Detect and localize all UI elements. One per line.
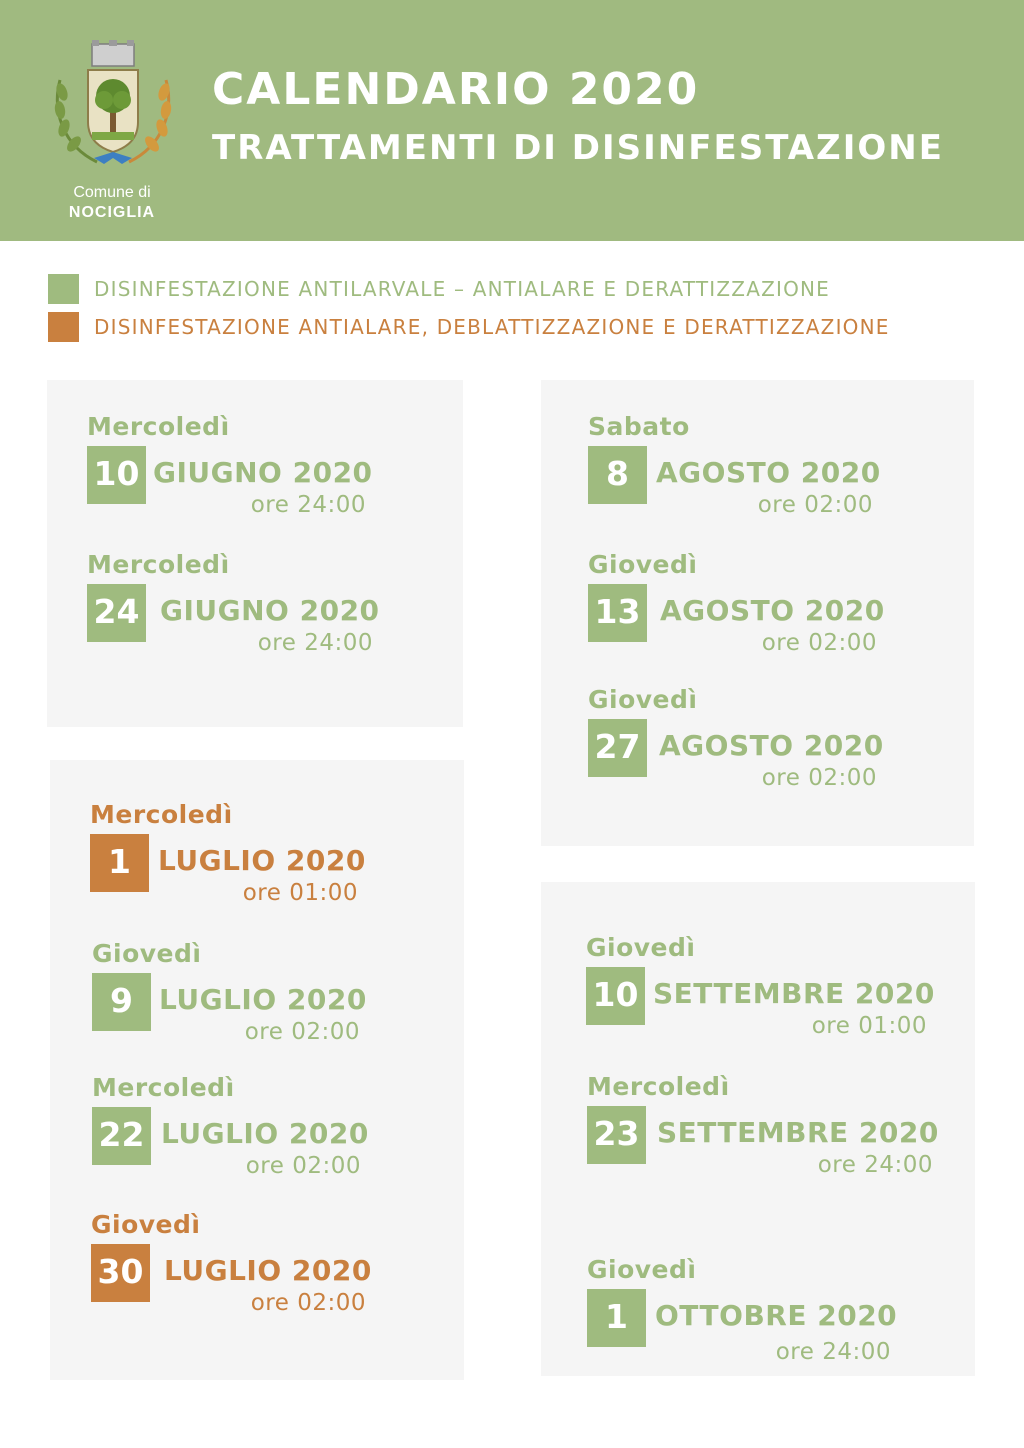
- day-number: 8: [588, 446, 647, 504]
- weekday-label: Giovedì: [587, 1255, 697, 1284]
- weekday-label: Mercoledì: [90, 800, 233, 829]
- weekday-label: Giovedì: [588, 550, 698, 579]
- day-number: 1: [90, 834, 149, 892]
- comune-line1: Comune di: [73, 184, 151, 201]
- time-label: ore 02:00: [761, 630, 877, 656]
- month-label: LUGLIO 2020: [164, 1254, 372, 1287]
- time-label: ore 24:00: [257, 630, 373, 656]
- month-label: OTTOBRE 2020: [655, 1299, 898, 1332]
- municipal-crest-icon: [52, 40, 174, 170]
- day-number: 24: [87, 584, 146, 642]
- month-label: AGOSTO 2020: [660, 594, 885, 627]
- calendar-entry: [92, 1073, 392, 1193]
- page-subtitle: TRATTAMENTI DI DISINFESTAZIONE: [212, 128, 944, 168]
- month-label: LUGLIO 2020: [159, 983, 367, 1016]
- legend-label-orange: DISINFESTAZIONE ANTIALARE, DEBLATTIZZAZIONE E DERATTIZZAZIONE: [94, 315, 890, 339]
- time-label: ore 01:00: [811, 1013, 927, 1039]
- time-label: ore 24:00: [250, 492, 366, 518]
- day-number: 13: [588, 584, 647, 642]
- calendar-entry: [90, 800, 390, 920]
- time-label: ore 02:00: [757, 492, 873, 518]
- weekday-label: Giovedì: [586, 933, 696, 962]
- comune-line2: NOCIGLIA: [68, 204, 156, 221]
- time-label: ore 02:00: [761, 765, 877, 791]
- day-number: 9: [92, 973, 151, 1031]
- time-label: ore 24:00: [817, 1152, 933, 1178]
- month-label: SETTEMBRE 2020: [657, 1116, 939, 1149]
- header-banner: [0, 0, 1024, 241]
- weekday-label: Mercoledì: [587, 1072, 730, 1101]
- calendar-entry: [87, 550, 387, 670]
- page-title: CALENDARIO 2020: [212, 64, 700, 115]
- weekday-label: Giovedì: [92, 939, 202, 968]
- month-label: GIUGNO 2020: [153, 456, 373, 489]
- day-number: 30: [91, 1244, 150, 1302]
- month-label: AGOSTO 2020: [659, 729, 884, 762]
- day-number: 27: [588, 719, 647, 777]
- calendar-entry: [87, 412, 387, 532]
- day-number: 1: [587, 1289, 646, 1347]
- calendar-entry: [92, 939, 392, 1059]
- calendar-entry: [91, 1210, 391, 1330]
- time-label: ore 02:00: [244, 1019, 360, 1045]
- calendar-entry: [587, 1255, 947, 1375]
- time-label: ore 02:00: [245, 1153, 361, 1179]
- day-number: 22: [92, 1107, 151, 1165]
- weekday-label: Giovedì: [588, 685, 698, 714]
- legend-swatch-green: [48, 274, 79, 304]
- day-number: 10: [586, 967, 645, 1025]
- weekday-label: Mercoledì: [92, 1073, 235, 1102]
- legend-label-green: DISINFESTAZIONE ANTILARVALE – ANTIALARE E DERATTIZZAZIONE: [94, 277, 831, 301]
- day-number: 23: [587, 1106, 646, 1164]
- day-number: 10: [87, 446, 146, 504]
- weekday-label: Mercoledì: [87, 550, 230, 579]
- legend-swatch-orange: [48, 312, 79, 342]
- month-label: LUGLIO 2020: [158, 844, 366, 877]
- month-label: LUGLIO 2020: [161, 1117, 369, 1150]
- time-label: ore 24:00: [775, 1339, 891, 1365]
- month-label: AGOSTO 2020: [656, 456, 881, 489]
- weekday-label: Giovedì: [91, 1210, 201, 1239]
- calendar-entry: [588, 412, 888, 532]
- month-label: GIUGNO 2020: [160, 594, 380, 627]
- weekday-label: Mercoledì: [87, 412, 230, 441]
- calendar-entry: [587, 1072, 947, 1192]
- comune-label: [56, 183, 168, 223]
- month-label: SETTEMBRE 2020: [653, 977, 935, 1010]
- weekday-label: Sabato: [588, 412, 690, 441]
- calendar-entry: [588, 550, 888, 670]
- time-label: ore 01:00: [242, 880, 358, 906]
- calendar-entry: [586, 933, 946, 1053]
- calendar-entry: [588, 685, 888, 805]
- time-label: ore 02:00: [250, 1290, 366, 1316]
